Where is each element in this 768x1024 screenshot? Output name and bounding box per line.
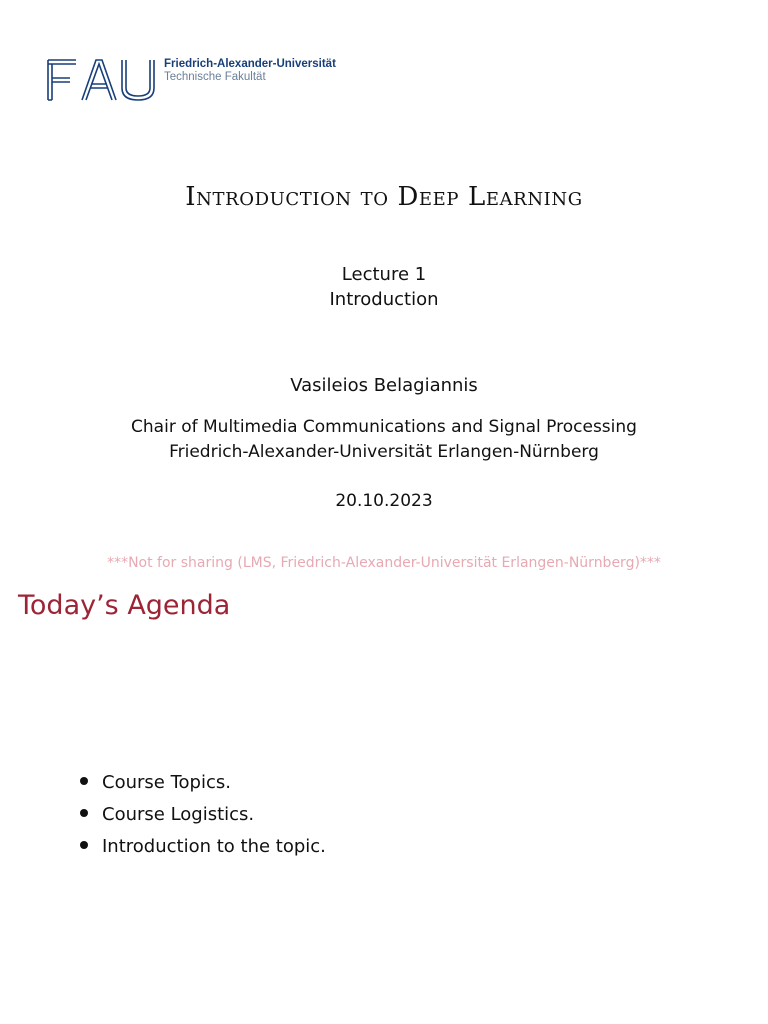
agenda-item — [80, 830, 326, 862]
agenda-item-label: Course Logistics. — [102, 803, 255, 825]
agenda-item-label: Introduction to the topic. — [102, 835, 326, 857]
logo-text — [164, 58, 336, 84]
bullet-icon — [80, 841, 88, 849]
lecture-subtitle: Introduction — [329, 289, 439, 310]
author-name: Vasileios Belagiannis — [290, 375, 478, 396]
lecture-date: 20.10.2023 — [335, 491, 433, 511]
sharing-notice: ***Not for sharing (LMS, Friedrich-Alexander-Universität Erlangen-Nürnberg)*** — [107, 555, 661, 571]
lecture-number: Lecture 1 — [341, 264, 427, 285]
logo-faculty-name: Technische Fakultät — [164, 71, 266, 83]
institution-university: Friedrich-Alexander-Universität Erlangen-Nürnberg — [169, 442, 599, 462]
bullet-icon — [80, 777, 88, 785]
fau-logo-mark — [46, 58, 156, 102]
agenda-item — [80, 798, 326, 830]
fau-logo — [46, 58, 336, 102]
presentation-title: Introduction to Deep Learning — [185, 182, 583, 212]
bullet-icon — [80, 809, 88, 817]
agenda-heading: Today’s Agenda — [18, 590, 231, 621]
agenda-item-label: Course Topics. — [102, 771, 231, 793]
logo-university-name: Friedrich-Alexander-Universität — [164, 58, 336, 70]
institution-chair: Chair of Multimedia Communications and Signal Processing — [131, 417, 637, 437]
agenda-item — [80, 766, 326, 798]
agenda-list — [80, 766, 326, 862]
